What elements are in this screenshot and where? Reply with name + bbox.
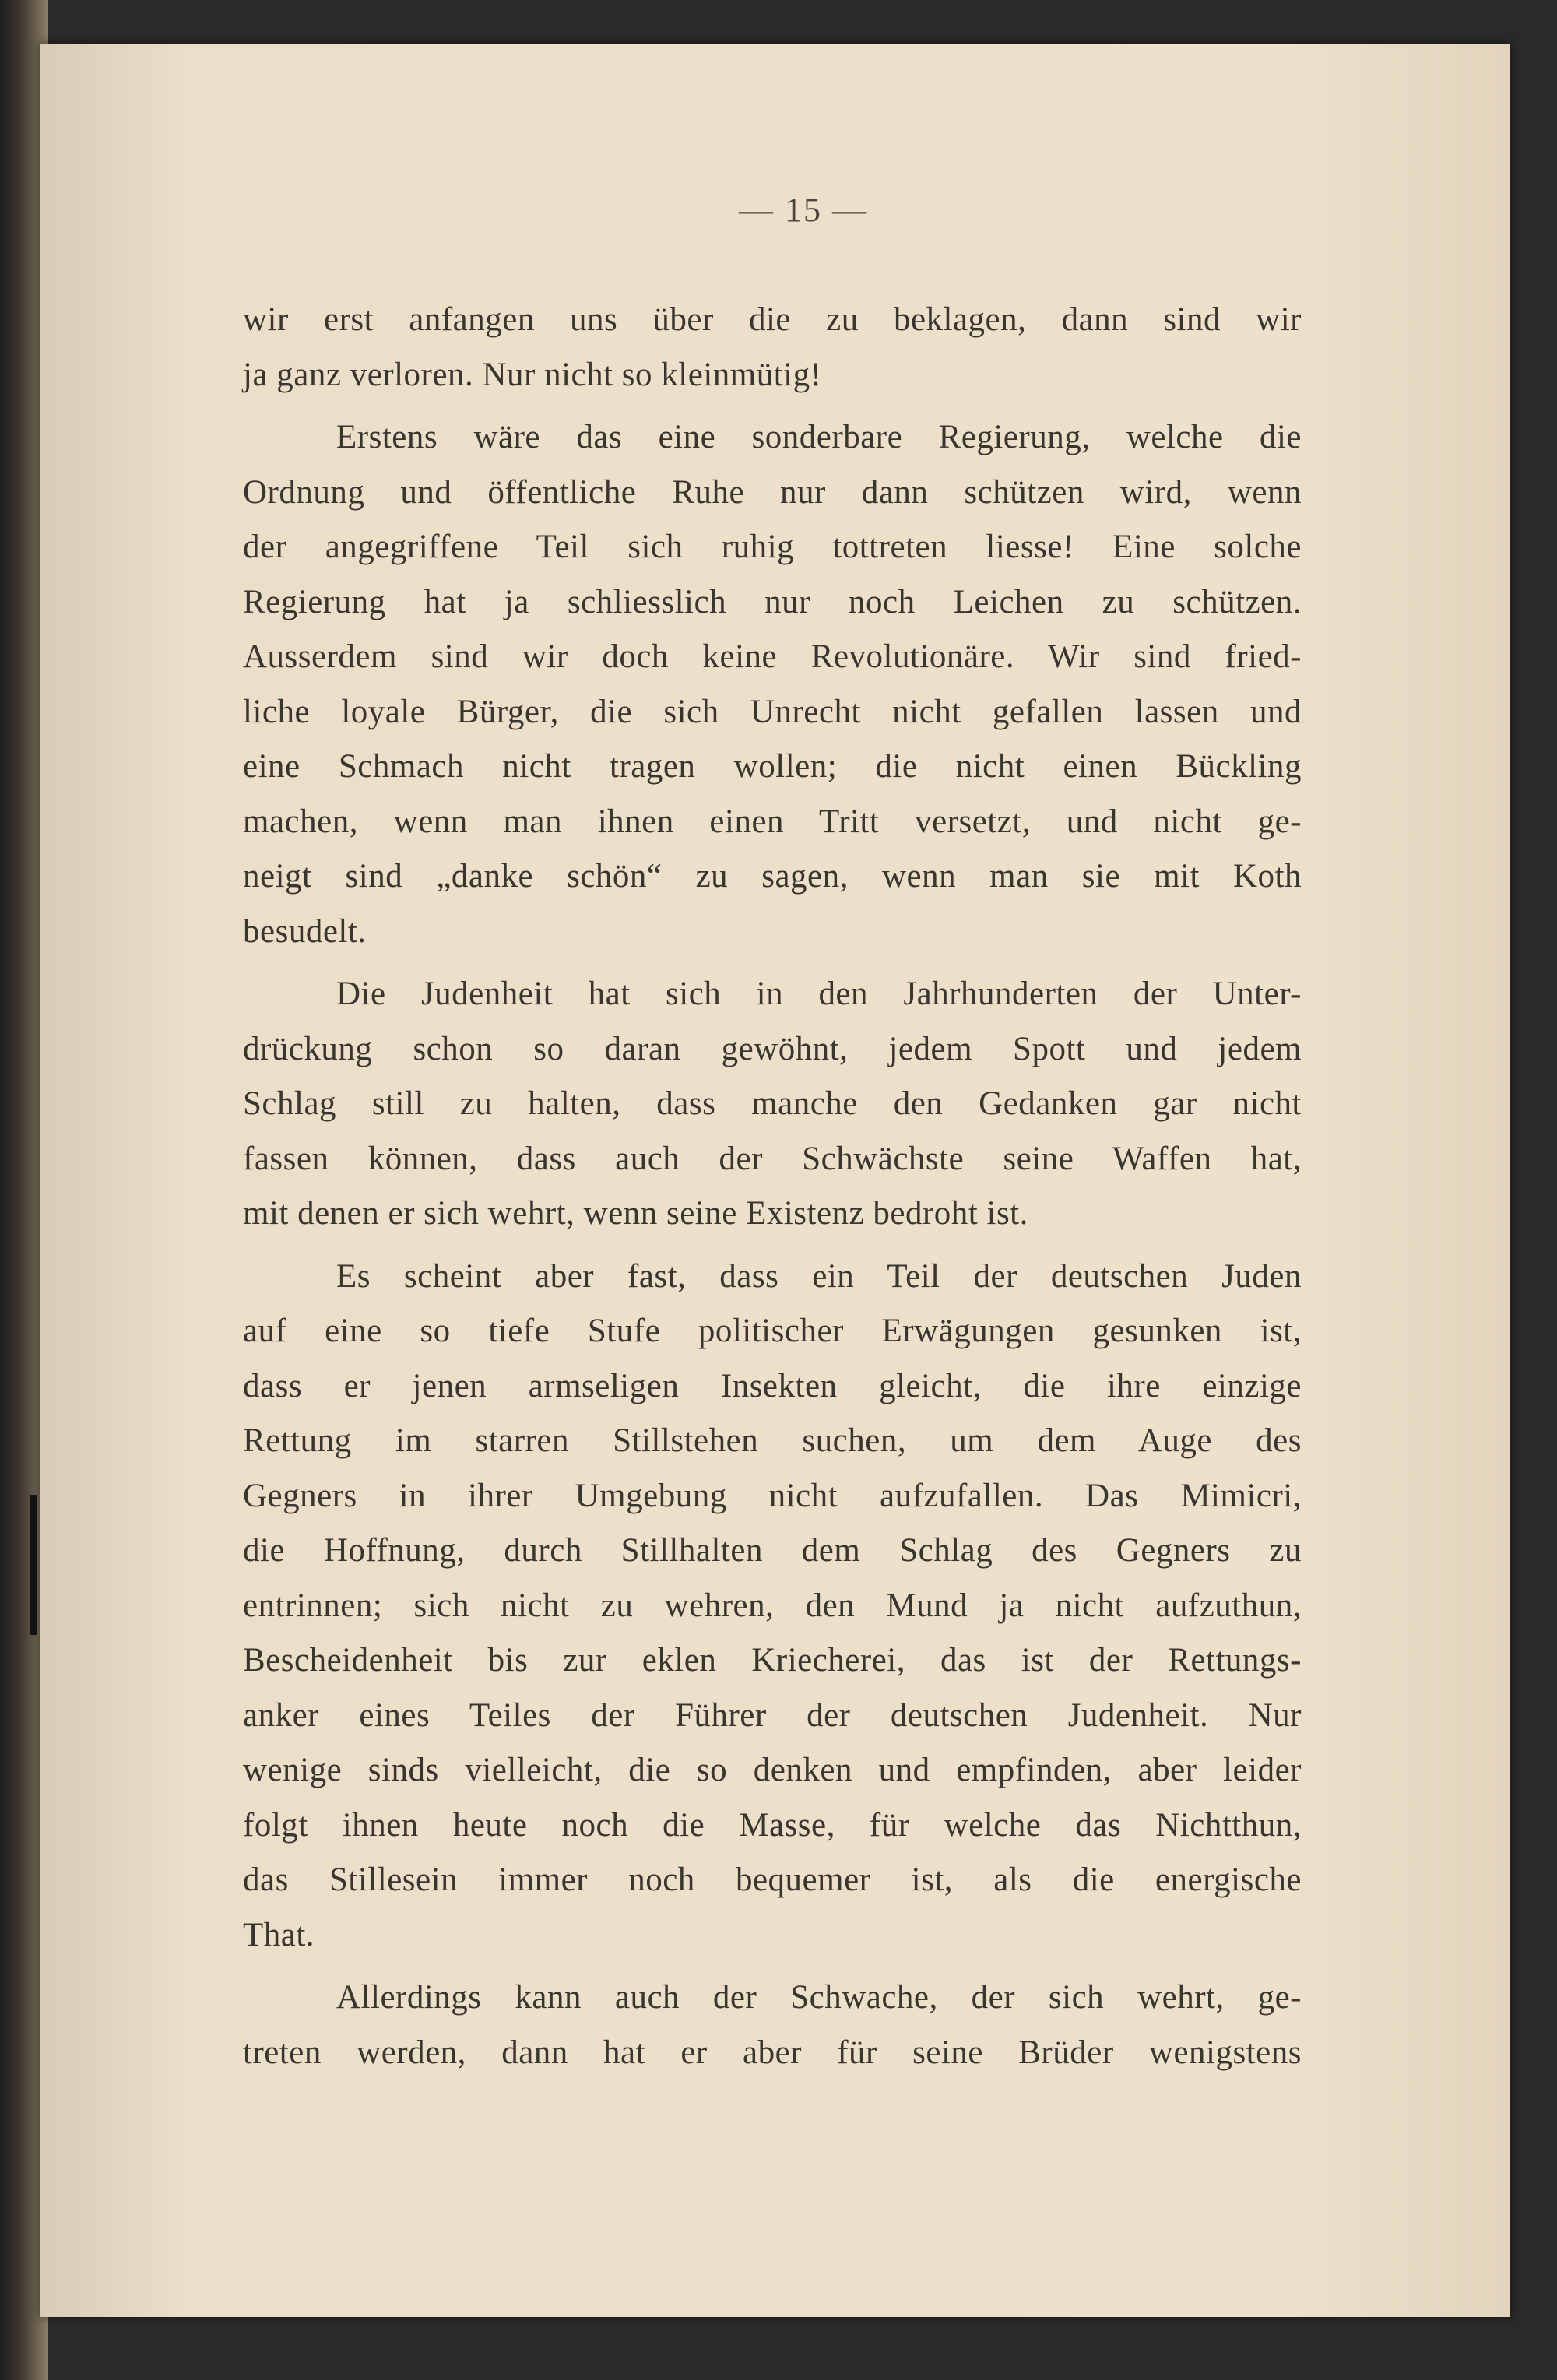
text-line: That. — [243, 1916, 315, 1953]
text-line: Schlag still zu halten, dass manche den Gedanken gar nicht — [243, 1085, 1302, 1122]
text-line: ja ganz verloren. Nur nicht so kleinmütig! — [243, 356, 822, 393]
book-page — [40, 44, 1510, 2317]
text-line: der angegriffene Teil sich ruhig tottreten liesse! Eine solche — [243, 529, 1302, 565]
binding-thread — [31, 54, 33, 2312]
text-line: dass er jenen armseligen Insekten gleicht, die ihre einzige — [243, 1367, 1302, 1404]
text-line: Regierung hat ja schliesslich nur noch Leichen zu schützen. — [243, 583, 1302, 620]
text-line: Es scheint aber fast, dass ein Teil der deutschen Juden — [336, 1257, 1302, 1295]
text-line: Ausserdem sind wir doch keine Revolutionäre. Wir sind fried- — [243, 638, 1302, 675]
paragraph — [243, 410, 1302, 959]
text-line: wir erst anfangen uns über die zu beklagen, dann sind wir — [243, 301, 1302, 338]
binding-tape — [30, 1495, 37, 1635]
text-line: Ordnung und öffentliche Ruhe nur dann schützen wird, wenn — [243, 473, 1302, 511]
text-line: Die Judenheit hat sich in den Jahrhunderten der Unter- — [336, 976, 1302, 1012]
text-line: Gegners in ihrer Umgebung nicht aufzufallen. Das Mimicri, — [243, 1477, 1302, 1514]
text-line: eine Schmach nicht tragen wollen; die nicht einen Bückling — [243, 748, 1302, 785]
paragraph — [243, 1250, 1302, 1963]
text-line: entrinnen; sich nicht zu wehren, den Mund ja nicht aufzuthun, — [243, 1587, 1302, 1624]
text-line: auf eine so tiefe Stufe politischer Erwägungen gesunken ist, — [243, 1313, 1302, 1349]
paragraph — [243, 967, 1302, 1242]
text-line: liche loyale Bürger, die sich Unrecht nicht gefallen lassen und — [243, 693, 1302, 730]
text-line: machen, wenn man ihnen einen Tritt versetzt, und nicht ge- — [243, 803, 1302, 840]
text-line: Allerdings kann auch der Schwache, der sich wehrt, ge- — [336, 1979, 1302, 2016]
body-text — [243, 293, 1302, 2080]
text-line: neigt sind „danke schön“ zu sagen, wenn man sie mit Koth — [243, 858, 1302, 895]
text-line: drückung schon so daran gewöhnt, jedem Spott und jedem — [243, 1030, 1302, 1067]
text-line: treten werden, dann hat er aber für seine Brüder wenigstens — [243, 2034, 1302, 2071]
text-line: anker eines Teiles der Führer der deutschen Judenheit. Nur — [243, 1696, 1302, 1734]
text-line: folgt ihnen heute noch die Masse, für welche das Nichtthun, — [243, 1806, 1302, 1844]
text-line: fassen können, dass auch der Schwächste seine Waffen hat, — [243, 1140, 1302, 1177]
text-line: das Stillesein immer noch bequemer ist, als die energische — [243, 1861, 1302, 1898]
text-line: Rettung im starren Stillstehen suchen, um dem Auge des — [243, 1422, 1302, 1459]
page-number: — 15 — — [739, 191, 868, 229]
text-line: besudelt. — [243, 912, 367, 950]
text-line: wenige sinds vielleicht, die so denken und empfinden, aber leider — [243, 1752, 1302, 1788]
text-line: mit denen er sich wehrt, wenn seine Existenz bedroht ist. — [243, 1195, 1028, 1232]
paragraph — [243, 1970, 1302, 2080]
text-line: Erstens wäre das eine sonderbare Regierung, welche die — [336, 419, 1302, 455]
text-line: die Hoffnung, durch Stillhalten dem Schlag des Gegners zu — [243, 1532, 1302, 1569]
paragraph — [243, 293, 1302, 403]
text-line: Bescheidenheit bis zur eklen Kriecherei, das ist der Rettungs- — [243, 1642, 1302, 1679]
